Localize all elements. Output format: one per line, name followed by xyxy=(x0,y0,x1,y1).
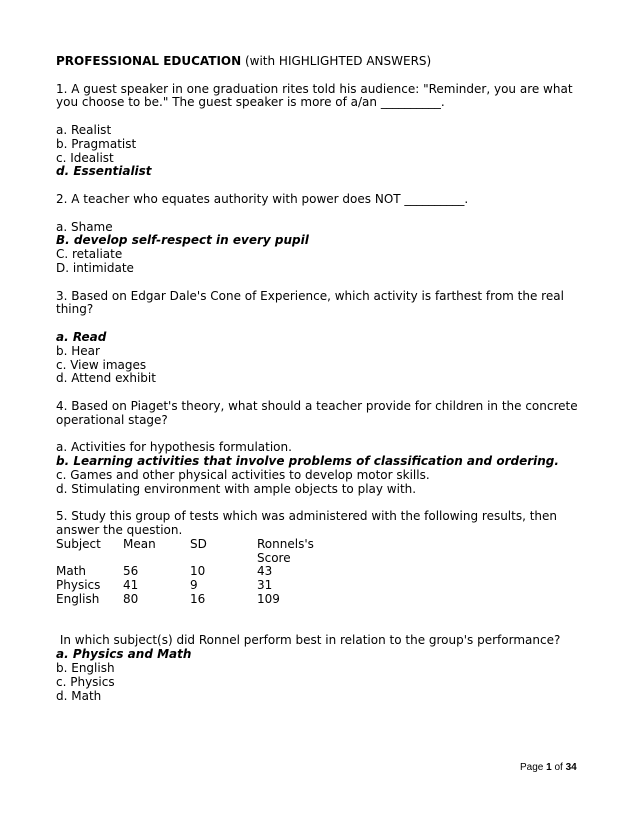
question-5: 5. Study this group of tests which was administered with the following results, then answer the question. xyxy=(56,509,558,538)
table-cell: Math xyxy=(56,564,87,579)
page-footer xyxy=(520,762,577,773)
page-total: 34 xyxy=(565,762,577,773)
document-page xyxy=(56,55,596,703)
question-3: 3. Based on Edgar Dale's Cone of Experience, which activity is farthest from the real thing? xyxy=(56,288,564,317)
question-5-sub: In which subject(s) did Ronnel perform best in relation to the group's performance? xyxy=(56,633,561,648)
q5-choice-c: c. Physics xyxy=(56,674,115,689)
table-cell: 43 xyxy=(257,564,273,579)
table-cell: 41 xyxy=(123,578,139,593)
q1-choice-a: a. Realist xyxy=(56,122,112,137)
q3-choice-b: b. Hear xyxy=(56,343,100,358)
page-number: 1 xyxy=(546,762,552,773)
q3-choice-d: d. Attend exhibit xyxy=(56,371,156,386)
q4-answer: b. Learning activities that involve problems of classification and ordering. xyxy=(56,454,559,469)
q3-choice-c: c. View images xyxy=(56,357,147,372)
table-header: Mean xyxy=(123,536,156,551)
table-row xyxy=(56,565,315,579)
table-header: SD xyxy=(190,536,207,551)
q5-answer: a. Physics and Math xyxy=(56,647,192,662)
table-row xyxy=(56,593,315,607)
table-cell: 56 xyxy=(123,564,139,579)
q1-choice-b: b. Pragmatist xyxy=(56,136,137,151)
q4-choice-a: a. Activities for hypothesis formulation. xyxy=(56,440,292,455)
q2-choice-d: D. intimidate xyxy=(56,260,134,275)
table-row xyxy=(56,579,315,593)
q1-choice-c: c. Idealist xyxy=(56,150,114,165)
q4-choice-c: c. Games and other physical activities to develop motor skills. xyxy=(56,467,430,482)
table-cell: English xyxy=(56,592,100,607)
q5-choice-b: b. English xyxy=(56,661,115,676)
table-header-row xyxy=(56,538,315,566)
page-label: Page xyxy=(520,762,547,773)
table-cell: 80 xyxy=(123,592,139,607)
table-cell: 9 xyxy=(190,578,198,593)
q4-choice-d: d. Stimulating environment with ample objects to play with. xyxy=(56,481,417,496)
table-cell: 31 xyxy=(257,578,273,593)
table-cell: Physics xyxy=(56,578,101,593)
q3-answer: a. Read xyxy=(56,329,107,344)
q2-choice-c: C. retaliate xyxy=(56,247,123,262)
question-4: 4. Based on Piaget's theory, what should a teacher provide for children in the concrete operational stage? xyxy=(56,398,578,427)
table-header: Subject xyxy=(56,536,101,551)
table-header: Ronnels's Score xyxy=(257,536,314,565)
q5-choice-d: d. Math xyxy=(56,688,102,703)
question-1: 1. A guest speaker in one graduation rites told his audience: "Reminder, you are what you choose to be." The guest speaker is more of a/an __________. xyxy=(56,81,573,110)
title-rest: (with HIGHLIGHTED ANSWERS) xyxy=(241,54,432,68)
table-cell: 10 xyxy=(190,564,206,579)
scores-table xyxy=(56,538,315,607)
of-label: of xyxy=(551,762,566,773)
question-2: 2. A teacher who equates authority with power does NOT __________. xyxy=(56,191,469,206)
document-title xyxy=(56,55,596,69)
table-cell: 16 xyxy=(190,592,206,607)
q2-choice-a: a. Shame xyxy=(56,219,113,234)
title-bold: PROFESSIONAL EDUCATION xyxy=(56,54,242,68)
q2-answer: B. develop self-respect in every pupil xyxy=(56,233,309,248)
q1-answer: d. Essentialist xyxy=(56,164,152,179)
table-cell: 109 xyxy=(257,592,280,607)
